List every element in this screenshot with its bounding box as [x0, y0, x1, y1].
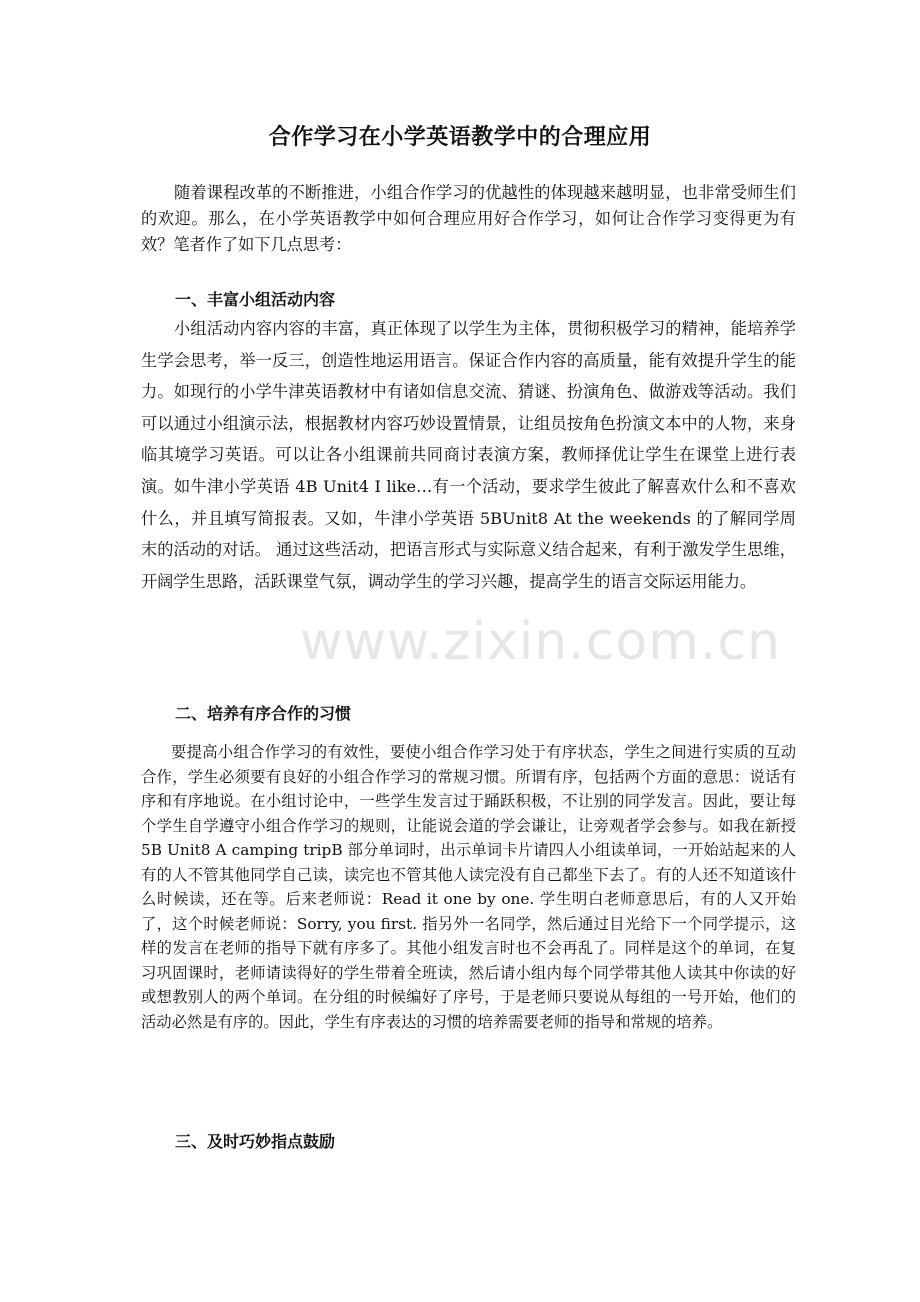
section-heading-2: 二、培养有序合作的习惯 — [175, 704, 352, 723]
intro-paragraph: 随着课程改革的不断推进，小组合作学习的优越性的体现越来越明显，也非常受师生们的欢迎。那么，在小学英语教学中如何合理应用好合作学习，如何让合作学习变得更为有效？笔者作了如下几点思考： — [141, 183, 796, 254]
section-body-2: 要提高小组合作学习的有效性，要使小组合作学习处于有序状态，学生之间进行实质的互动合作，学生必须要有良好的小组合作学习的常规习惯。所谓有序，包括两个方面的意思：说话有序和有序地说。在小组讨论中，一些学生发言过于踊跃积极，不让别的同学发言。因此，要让每个学生自学遵守小组合作学习的规则，让能说会道的学会谦让，让旁观者学会参与。如我在新授 5B Unit8 A camping tripB 部分单词时，出示单词卡片请四人小组读单词，一开始站起来的人有的人不管其他同学自己读，读完也不管其他人读完没有自己都坐下去了。有的人还不知道该什么时候读，还在等。后来老师说：Read it one by one. 学生明白老师意思后，有的人又开始了，这个时候老师说：Sorry, you first. 指另外一名同学，然后通过目光给下一个同学提示，这样的发言在老师的指导下就有序多了。其他小组发言时也不会再乱了。同样是这个的单词，在复习巩固课时，老师请读得好的学生带着全班读，然后请小组内每个同学带其他人读其中你读的好或想教别人的两个单词。在分组的时候编好了序号，于是老师只要说从每组的一号开始，他们的活动必然是有序的。因此，学生有序表达的习惯的培养需要老师的指导和常规的培养。 — [141, 743, 796, 1031]
watermark: www.zixin.com.cn — [300, 612, 781, 672]
section-body-1: 小组活动内容内容的丰富，真正体现了以学生为主体，贯彻积极学习的精神，能培养学生学会思考，举一反三，创造性地运用语言。保证合作内容的高质量，能有效提升学生的能力。如现行的小学牛津英语教材中有诸如信息交流、猜谜、扮演角色、做游戏等活动。我们可以通过小组演示法，根据教材内容巧妙设置情景，让组员按角色扮演文本中的人物，来身临其境学习英语。可以让各小组课前共同商讨表演方案，教师择优让学生在课堂上进行表演。如牛津小学英语 4B Unit4 I like…有一个活动，要求学生彼此了解喜欢什么和不喜欢什么，并且填写简报表。又如，牛津小学英语 5BUnit8 At the weekends 的了解同学周末的活动的对话。 通过这些活动，把语言形式与实际意义结合起来，有利于激发学生思维，开阔学生思路，活跃课堂气氛，调动学生的学习兴趣，提高学生的语言交际运用能力。 — [141, 319, 796, 591]
section-heading-1: 一、丰富小组活动内容 — [175, 290, 336, 309]
section-heading-3: 三、及时巧妙指点鼓励 — [175, 1132, 336, 1151]
document-title: 合作学习在小学英语教学中的合理应用 — [268, 125, 652, 150]
